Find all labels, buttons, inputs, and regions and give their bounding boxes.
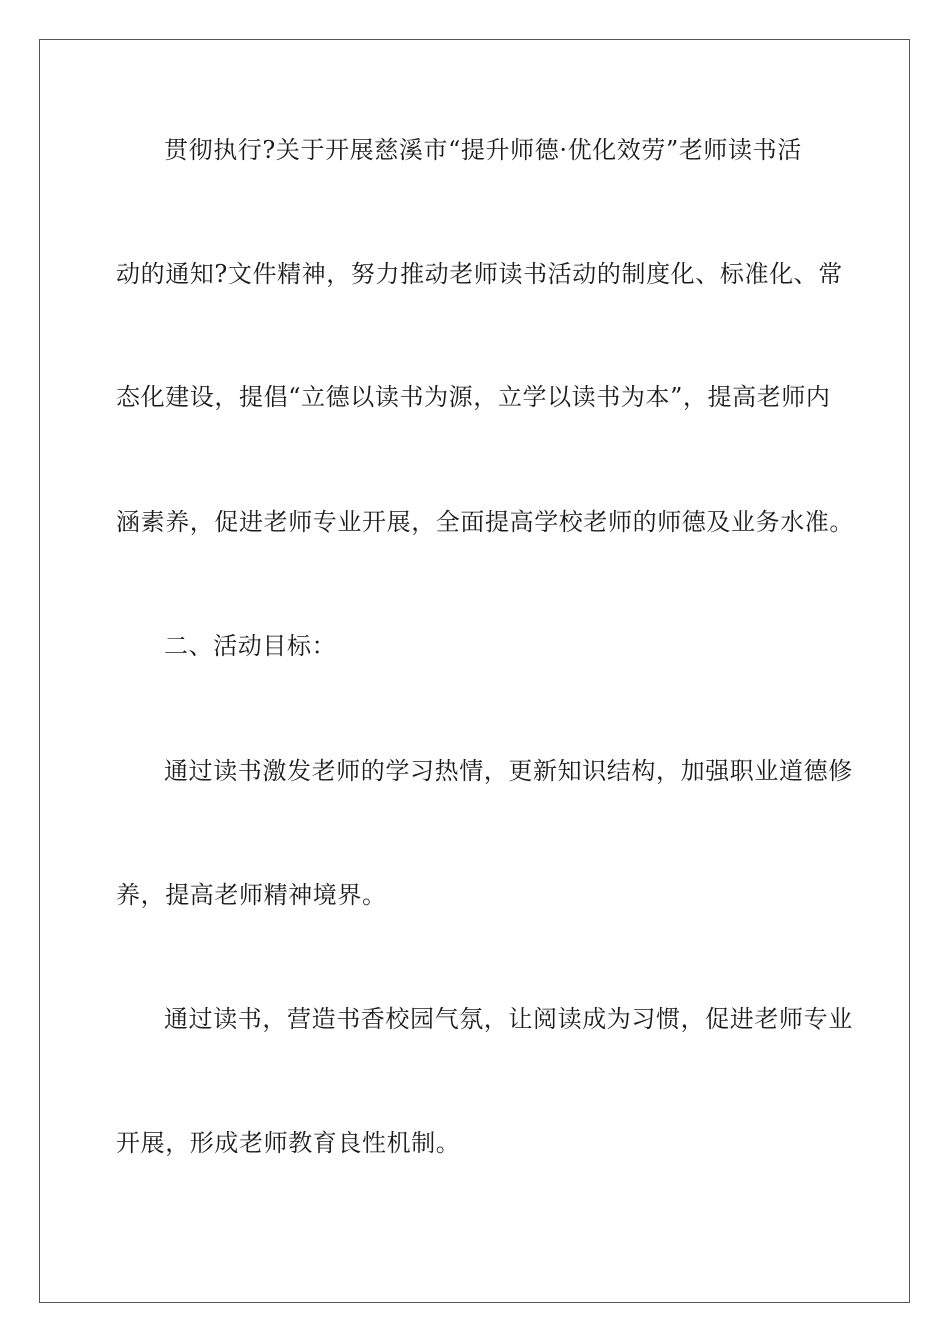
paragraph-2-line-2: 养，提高老师精神境界。 <box>116 881 387 909</box>
paragraph-3-line-2: 开展，形成老师教育良性机制。 <box>116 1129 461 1157</box>
page-border <box>39 39 910 1303</box>
paragraph-2-line-1: 通过读书激发老师的学习热情，更新知识结构，加强职业道德修 <box>164 757 853 785</box>
paragraph-1-line-3: 态化建设，提倡“立德以读书为源，立学以读书为本”，提高老师内 <box>116 383 831 411</box>
section-heading: 二、活动目标： <box>164 632 337 660</box>
paragraph-3-line-1: 通过读书，营造书香校园气氛，让阅读成为习惯，促进老师专业 <box>164 1005 853 1033</box>
paragraph-1-line-2: 动的通知?文件精神，努力推动老师读书活动的制度化、标准化、常 <box>116 260 843 288</box>
paragraph-1-line-4: 涵素养，促进老师专业开展，全面提高学校老师的师德及业务水准。 <box>116 508 854 536</box>
paragraph-1-line-1: 贯彻执行?关于开展慈溪市“提升师德·优化效劳”老师读书活 <box>164 136 802 164</box>
